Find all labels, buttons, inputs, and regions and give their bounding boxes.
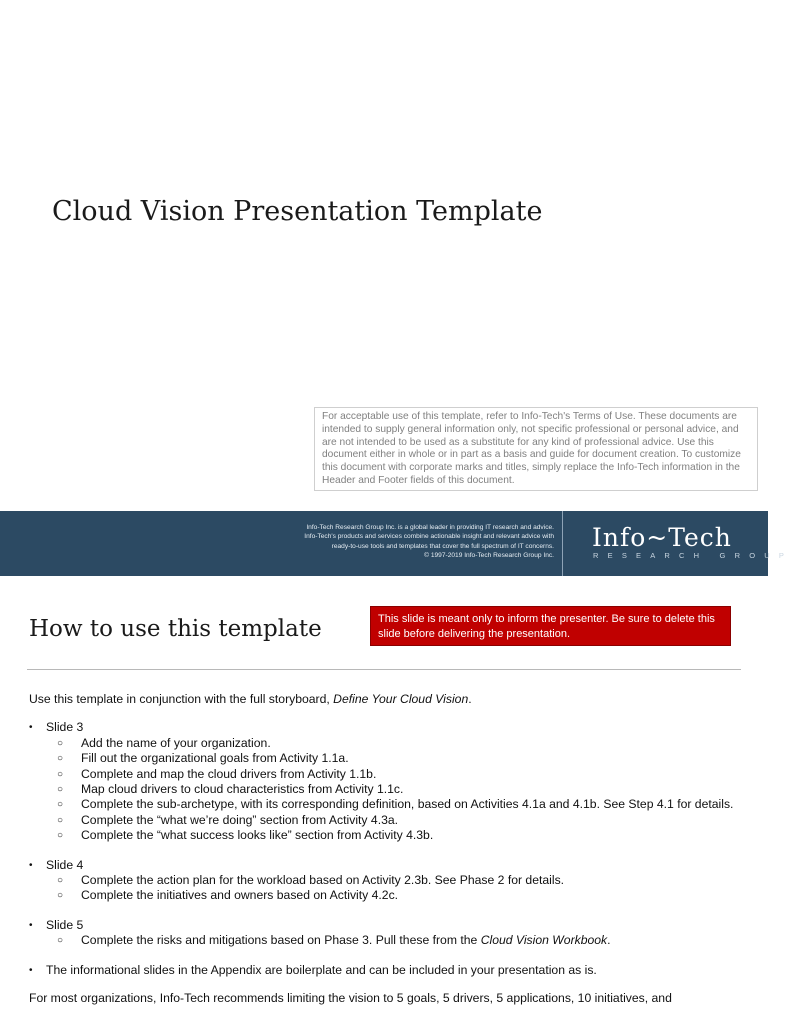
intro-paragraph <box>29 692 741 707</box>
info-tech-logo: Info~Tech <box>592 523 732 552</box>
slide-label: Slide 3 <box>46 720 84 735</box>
slide-4-instructions <box>29 858 741 904</box>
circle-bullet-icon: ○ <box>57 753 64 765</box>
bullet-icon: • <box>29 919 33 931</box>
list-item: ○ Complete the action plan for the workload based on Activity 2.3b. See Phase 2 for details. <box>57 873 565 888</box>
presenter-note: This slide is meant only to inform the presenter. Be sure to delete this slide before delivering the presentation. <box>370 606 731 646</box>
footer-copyright: © 1997-2019 Info-Tech Research Group Inc. <box>424 551 554 559</box>
list-item: ○ Complete the “what we’re doing” section from Activity 4.3a. <box>57 812 399 827</box>
slide-title: How to use this template <box>29 616 322 642</box>
instructions-slide <box>0 576 768 1024</box>
bullet-icon: • <box>29 722 33 734</box>
list-item: ○ Add the name of your organization. <box>57 735 271 750</box>
footer-about-text <box>214 523 554 560</box>
slide-5-instructions <box>29 918 741 949</box>
slide-label: Slide 5 <box>46 917 84 932</box>
circle-bullet-icon: ○ <box>57 814 64 826</box>
list-item: ○ Complete the initiatives and owners based on Activity 4.2c. <box>57 888 399 903</box>
circle-bullet-icon: ○ <box>57 890 64 902</box>
bullet-icon: • <box>29 859 33 871</box>
footer-line: ready-to-use tools and templates that cover the full spectrum of IT concerns. <box>331 542 554 550</box>
footer-band <box>0 511 793 576</box>
circle-bullet-icon: ○ <box>57 737 64 749</box>
footer-line: Info-Tech's products and services combine actionable insight and relevant advice with <box>304 533 554 541</box>
storyboard-name: Define Your Cloud Vision <box>333 692 469 706</box>
instructions-content <box>29 692 741 1007</box>
circle-bullet-icon: ○ <box>57 784 64 796</box>
list-item: ○ Map cloud drivers to cloud characteristics from Activity 1.1c. <box>57 782 404 797</box>
footer-line: Info-Tech Research Group Inc. is a global leader in providing IT research and advice. <box>306 524 554 531</box>
list-item: ○ Complete the sub-archetype, with its corresponding definition, based on Activities 4.1a and 4.1b. See Step 4.1 for details. <box>57 797 734 812</box>
circle-bullet-icon: ○ <box>57 799 64 811</box>
slide-3-steps <box>46 736 741 844</box>
circle-bullet-icon: ○ <box>57 935 64 947</box>
slide-label: Slide 4 <box>46 857 84 872</box>
slide-5-steps <box>46 933 741 948</box>
appendix-note: • The informational slides in the Appendix are boilerplate and can be included in your presentation as is. <box>29 962 597 977</box>
slide-4-steps <box>46 873 741 904</box>
intro-suffix: . <box>468 692 472 706</box>
list-item: ○ Complete the risks and mitigations based on Phase 3. Pull these from the Cloud Vision Workbook. <box>57 933 611 948</box>
slide-3-instructions <box>29 720 741 843</box>
presentation-title: Cloud Vision Presentation Template <box>52 196 543 227</box>
workbook-name: Cloud Vision Workbook <box>480 933 608 948</box>
circle-bullet-icon: ○ <box>57 875 64 887</box>
terms-of-use-disclaimer: For acceptable use of this template, refer to Info-Tech's Terms of Use. These documents are intended to supply general information only, not specific professional or personal advice, and are not intended to be used as a substitute for any kind of professional advice. Use this document either in whole or in part as a basis and guide for document creation. To customize this document with corporate marks and titles, simply replace the Info-Tech information in the Header and Footer fields of this document. <box>314 407 758 491</box>
footer-divider <box>562 511 563 576</box>
intro-prefix: Use this template in conjunction with the full storyboard, <box>29 692 334 706</box>
info-tech-logo-subtitle: RESEARCH GROUP <box>593 551 793 560</box>
title-divider <box>27 669 741 670</box>
list-item: ○ Complete the “what success looks like” section from Activity 4.3b. <box>57 828 434 843</box>
bullet-icon: • <box>29 964 33 976</box>
list-item: ○ Complete and map the cloud drivers from Activity 1.1b. <box>57 766 377 781</box>
circle-bullet-icon: ○ <box>57 830 64 842</box>
circle-bullet-icon: ○ <box>57 768 64 780</box>
list-item: ○ Fill out the organizational goals from Activity 1.1a. <box>57 751 349 766</box>
closing-paragraph: For most organizations, Info-Tech recommends limiting the vision to 5 goals, 5 drivers, 5 applications, 10 initiatives, and <box>29 991 672 1006</box>
